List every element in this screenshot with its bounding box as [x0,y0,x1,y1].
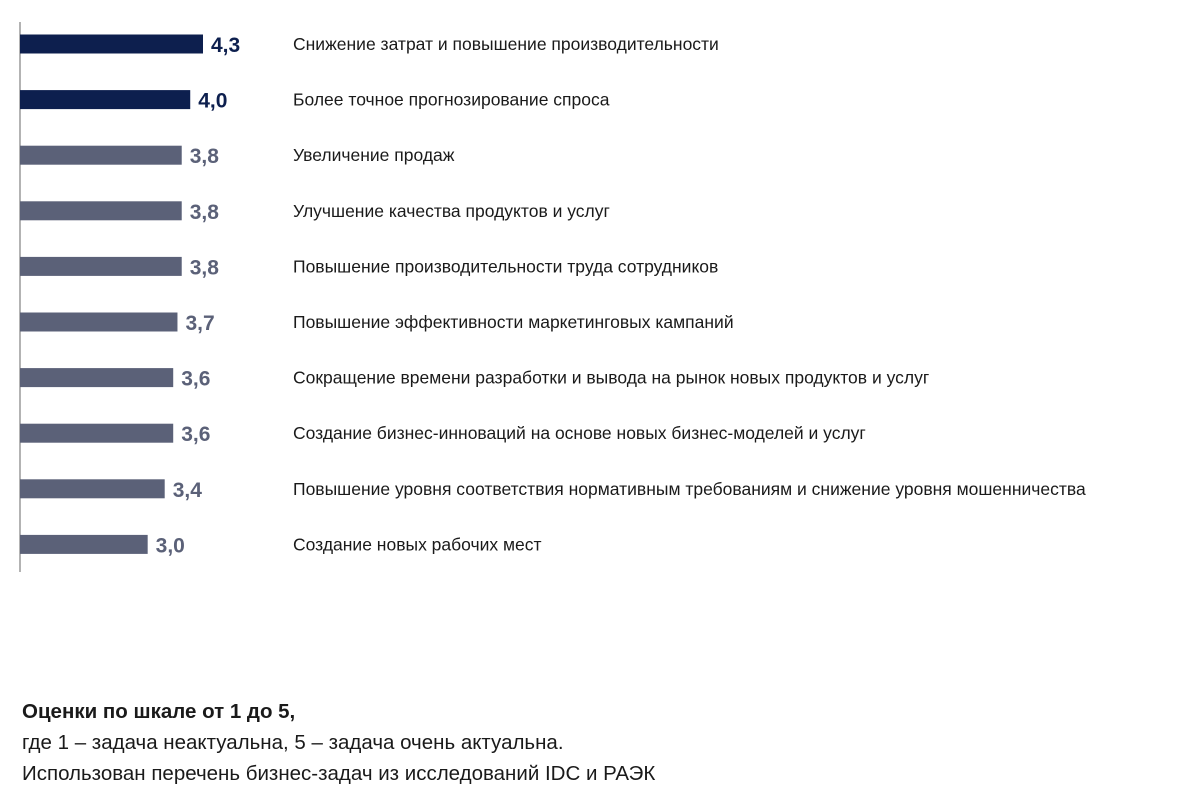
data-label: 3,8 [189,145,219,169]
scale-explanation: где 1 – задача неактуальна, 5 – задача очень актуальна. [22,731,564,754]
bar [20,535,148,554]
bar [20,479,165,498]
category-label: Улучшение качества продуктов и услуг [293,200,610,221]
category-label: Более точное прогнозирование спроса [293,89,610,110]
data-label: 3,6 [181,423,211,447]
category-label: Создание новых рабочих мест [293,534,542,555]
category-label: Увеличение продаж [293,145,455,166]
data-label: 3,4 [172,478,202,502]
bar [20,424,173,443]
bar [20,146,182,165]
category-label: Создание бизнес-инноваций на основе новых бизнес-моделей и услуг [293,423,866,444]
data-label: 3,7 [185,312,215,335]
data-label: 3,8 [189,256,219,280]
category-label: Повышение уровня соответствия нормативным требованиям и снижение уровня мошенничества [293,478,1086,499]
footnote [22,696,655,789]
data-label: 3,8 [189,200,219,224]
bar [20,35,203,54]
bar [20,90,190,109]
data-label: 3,6 [181,367,211,391]
category-label: Сокращение времени разработки и вывода на рынок новых продуктов и услуг [293,367,930,388]
category-label: Снижение затрат и повышение производительности [293,34,719,54]
bar [20,313,177,332]
category-label: Повышение эффективности маркетинговых кампаний [293,312,734,332]
category-label: Повышение производительности труда сотрудников [293,256,719,277]
data-label: 3,0 [155,534,185,558]
bar [20,368,173,387]
data-label: 4,3 [211,34,241,57]
data-label: 4,0 [198,89,228,113]
source-note: Использован перечень бизнес-задач из исследований IDC и РАЭК [22,762,656,785]
bar [20,201,182,220]
scale-note: Оценки по шкале от 1 до 5, [22,700,296,723]
bar [20,257,182,276]
